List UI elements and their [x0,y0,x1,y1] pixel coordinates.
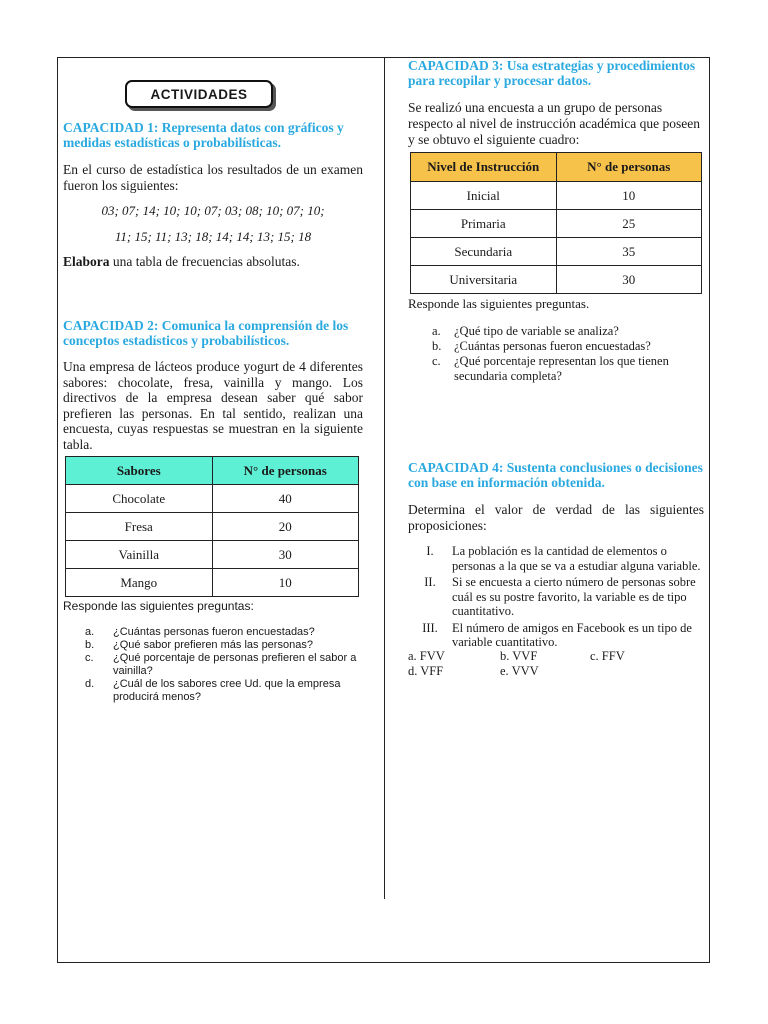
table-cell: 30 [556,266,702,294]
list-item [63,652,363,678]
instruction-table [410,152,702,294]
table-cell: Universitaria [411,266,557,294]
cap3-questions [408,324,704,384]
list-item [408,324,704,339]
instruction-table-header [411,153,702,182]
table-cell: Secundaria [411,238,557,266]
list-item [408,575,704,619]
table-cell: 10 [556,182,702,210]
table-cell: 10 [212,569,359,597]
table-cell: 20 [212,513,359,541]
table-cell: Fresa [66,513,213,541]
table-cell: Mango [66,569,213,597]
answer-option: d. VFF [408,663,444,678]
table-cell: Inicial [411,182,557,210]
cap3-title: CAPACIDAD 3: Usa estrategias y procedimientos para recopilar y procesar datos. [408,58,696,88]
answer-option: e. VVV [500,663,539,678]
question-text: ¿Qué porcentaje representan los que tienen secundaria completa? [454,354,669,383]
table-row [66,513,359,541]
table-cell: 40 [212,485,359,513]
instruction-header-cell: Nivel de Instrucción [411,153,557,182]
cap3-respond: Responde las siguientes preguntas. [408,296,590,311]
table-cell: 35 [556,238,702,266]
proposition-text: El número de amigos en Facebook es un tipo de variable cuantitativo. [452,620,692,649]
question-label: b. [85,639,95,651]
question-label: c. [85,652,94,664]
table-row [66,541,359,569]
cap1-task-verb: Elabora [63,254,110,269]
question-text: ¿Cuántas personas fueron encuestadas? [454,339,651,353]
answer-option: a. FVV [408,648,445,663]
list-item [408,544,704,573]
list-item [63,639,363,652]
column-divider [384,57,385,899]
cap1-data-line-2: 11; 15; 11; 13; 18; 14; 14; 13; 15; 18 [114,229,312,244]
table-row [411,238,702,266]
question-label: d. [85,678,95,690]
answer-option: b. VVF [500,648,538,663]
question-text: ¿Cuál de los sabores cree Ud. que la empresa producirá menos? [113,678,341,703]
answer-option: c. FFV [590,648,625,663]
table-row [66,485,359,513]
cap1-data [63,198,363,250]
cap2-questions [63,626,363,704]
cap1-section [63,120,363,270]
cap1-task-text: una tabla de frecuencias absolutas. [109,254,300,269]
cap4-title: CAPACIDAD 4: Sustenta conclusiones o decisiones con base en información obtenida. [408,460,703,490]
cap1-data-line-1: 03; 07; 14; 10; 10; 07; 03; 08; 10; 07; 10; [101,203,325,218]
question-text: ¿Qué tipo de variable se analiza? [454,324,619,338]
cap2-intro: Una empresa de lácteos produce yogurt de 4 diferentes sabores: chocolate, fresa, vainilla y mango. Los directivos de la empresa desean saber qué sabor prefieren las personas. En tal sentido, realizan una encuesta, cuyas respuestas se muestran en la siguiente tabla. [63,359,363,452]
table-cell: 30 [212,541,359,569]
cap4-propositions [408,544,704,650]
question-label: b. [432,339,442,353]
flavors-header-cell: N° de personas [212,457,359,485]
list-item [408,339,704,354]
question-label: a. [432,324,441,338]
question-label: a. [85,626,95,638]
cap4-section [408,460,704,679]
cap4-options [408,649,704,679]
flavors-table [65,456,359,597]
table-cell: 25 [556,210,702,238]
cap1-intro: En el curso de estadística los resultados de un examen fueron los siguientes: [63,162,363,193]
cap1-title: CAPACIDAD 1: Representa datos con gráficos y medidas estadísticas o probabilísticas. [63,120,344,150]
question-text: ¿Cuántas personas fueron encuestadas? [113,626,315,638]
table-cell: Chocolate [66,485,213,513]
proposition-text: La población es la cantidad de elementos o personas a la que se va a estudiar alguna variable. [452,544,701,573]
activities-heading: ACTIVIDADES [125,80,273,108]
proposition-number: II. [424,575,436,589]
question-text: ¿Qué porcentaje de personas prefieren el sabor a vainilla? [113,652,357,677]
table-row [66,569,359,597]
proposition-number: I. [426,544,434,558]
table-cell: Vainilla [66,541,213,569]
table-row [411,210,702,238]
cap2-title: CAPACIDAD 2: Comunica la comprensión de los conceptos estadísticos y probabilísticos. [63,318,349,348]
table-cell: Primaria [411,210,557,238]
cap3-section [408,58,704,384]
cap1-task [63,254,363,270]
list-item [408,354,704,384]
cap2-section [63,318,363,704]
table-row [411,182,702,210]
cap4-intro: Determina el valor de verdad de las siguientes proposiciones: [408,502,704,533]
flavors-header-cell: Sabores [66,457,213,485]
list-item [408,621,704,650]
question-text: ¿Qué sabor prefieren más las personas? [113,639,313,651]
cap3-intro: Se realizó una encuesta a un grupo de personas respecto al nivel de instrucción académica que poseen y se obtuvo el siguiente cuadro: [408,100,700,147]
flavors-table-header [66,457,359,485]
list-item [63,678,363,704]
instruction-header-cell: N° de personas [556,153,702,182]
cap2-respond: Responde las siguientes preguntas: [63,599,254,613]
proposition-number: III. [422,620,438,635]
question-label: c. [432,354,441,368]
table-row [411,266,702,294]
proposition-text: Si se encuesta a cierto número de personas sobre cuál es su postre favorito, la variable es de tipo cuantitativo. [452,575,696,618]
list-item [63,626,363,639]
